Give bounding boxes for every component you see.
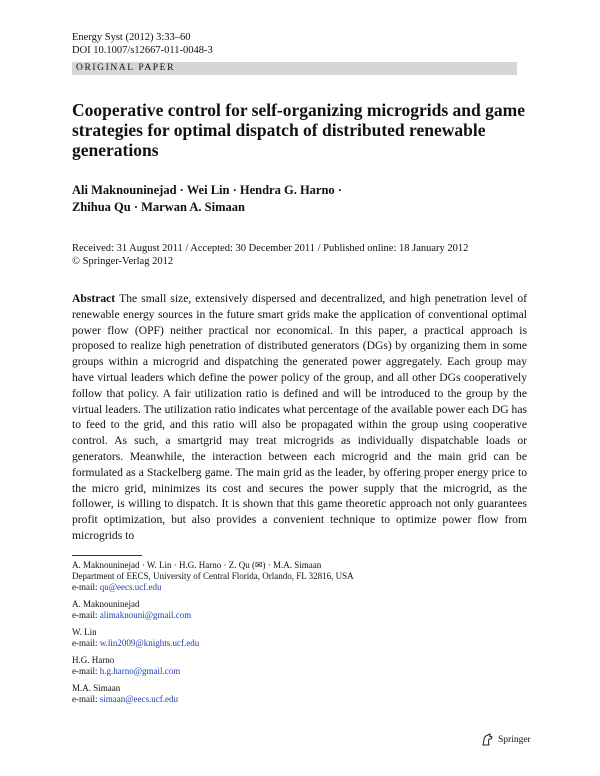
affiliation: Department of EECS, University of Central Florida, Orlando, FL 32816, USA	[72, 571, 354, 581]
author-email-link[interactable]: alimaknouni@gmail.com	[99, 610, 192, 620]
email-prefix: e-mail:	[72, 694, 100, 704]
abstract-text: The small size, extensively dispersed and decentralized, and high penetration level of renewable energy sources in the future smart grids make the application of conventional optimal power flow (OPF) neither practical nor economical. In this paper, a practical approach is proposed to realize high penetration of distributed generators (DGs) by organizing them in some groups within a microgrid and dispatching the generated power aggregately. Each group may have virtual leaders which define the power policy of the group, and all other DGs cooperatively follow that policy. A fair utilization ratio is defined and will be introduced to the group by the virtual leaders. The utilization ratio indicates what percentage of the available power each DG has to feed to the grid, and this ratio will also be propagated within the group using cooperative control. As such, a smartgrid may treat microgrids as individually dispatchable loads or generators. Meanwhile, the interaction between each microgrid and the main grid can be formulated as a Stackelberg game. The main grid as the leader, by offering proper energy price to the micro grid, minimizes its cost and secures the power supply that the microgrid, as the follower, is willing to dispatch. It is shown that this game theoretic approach not only guarantees profit optimization, but also provides a convenient technique to optimize power flow from microgrids to	[72, 292, 527, 542]
email-prefix: e-mail:	[72, 610, 100, 620]
author-line-2: Zhihua Qu · Marwan A. Simaan	[72, 200, 245, 214]
author-email-link[interactable]: w.lin2009@knights.ucf.edu	[99, 638, 200, 648]
author-email-line	[72, 666, 532, 677]
author-contact	[72, 683, 532, 705]
author-email-line	[72, 638, 532, 649]
author-name: M.A. Simaan	[72, 683, 121, 693]
author-name: A. Maknouninejad	[72, 599, 140, 609]
author-name: H.G. Harno	[72, 655, 115, 665]
copyright: © Springer-Verlag 2012	[72, 255, 174, 267]
doi: DOI 10.1007/s12667-011-0048-3	[72, 44, 213, 56]
publication-history	[72, 243, 532, 268]
journal-citation: Energy Syst (2012) 3:33–60	[72, 32, 191, 43]
affiliation-group	[72, 560, 532, 593]
email-prefix: e-mail:	[72, 638, 100, 648]
publisher-name: Springer	[498, 735, 531, 745]
paper-title: Cooperative control for self-organizing microgrids and game strategies for optimal dispatch of distributed renewable generations	[72, 100, 525, 160]
author-email-line	[72, 610, 532, 621]
author-name: W. Lin	[72, 627, 97, 637]
corresponding-email-link[interactable]: qu@eecs.ucf.edu	[99, 582, 162, 592]
journal-header	[72, 32, 213, 57]
author-email-link[interactable]: h.g.harno@gmail.com	[99, 666, 181, 676]
email-prefix: e-mail:	[72, 582, 100, 592]
author-contact	[72, 655, 532, 677]
springer-horse-logo-icon	[481, 733, 495, 747]
author-list	[72, 182, 532, 216]
abstract	[72, 291, 527, 544]
publisher-mark	[481, 733, 531, 747]
author-email-link[interactable]: simaan@eecs.ucf.edu	[99, 694, 179, 704]
history-dates: Received: 31 August 2011 / Accepted: 30 December 2011 / Published online: 18 January 2012	[72, 243, 469, 254]
author-contact	[72, 599, 532, 621]
all-authors: A. Maknouninejad · W. Lin · H.G. Harno · Z. Qu (✉) · M.A. Simaan	[72, 560, 322, 570]
author-contact	[72, 627, 532, 649]
corresponding-email-line	[72, 582, 532, 593]
email-prefix: e-mail:	[72, 666, 100, 676]
author-line-1: Ali Maknouninejad · Wei Lin · Hendra G. Harno ·	[72, 183, 342, 197]
article-type-banner: ORIGINAL PAPER	[72, 62, 517, 75]
author-affiliations	[72, 560, 532, 711]
author-email-line	[72, 694, 532, 705]
abstract-label: Abstract	[72, 292, 116, 305]
footnote-divider	[72, 555, 142, 556]
